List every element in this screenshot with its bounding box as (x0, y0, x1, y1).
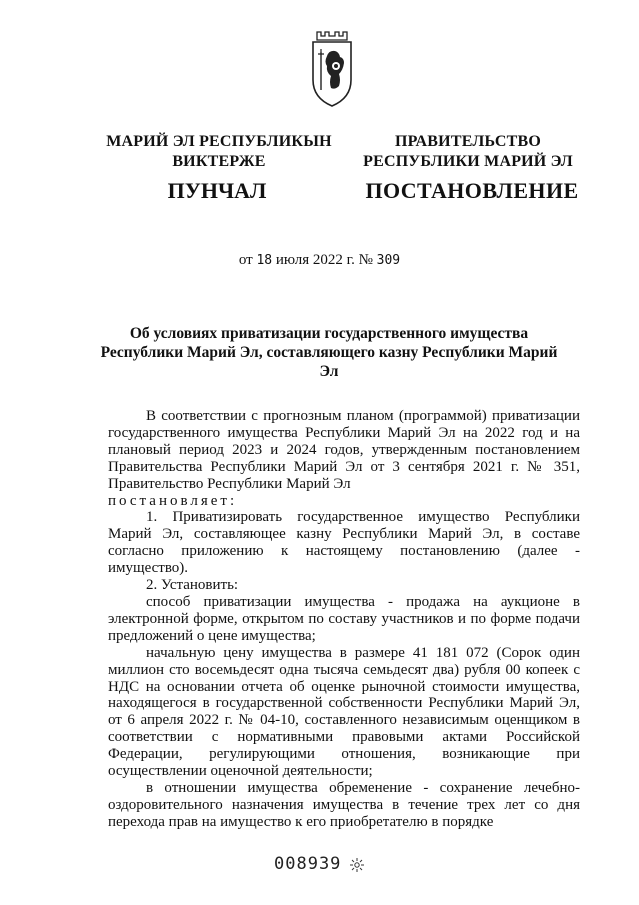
date-line (0, 252, 639, 269)
paragraph-price: начальную цену имущества в размере 41 181 072 (Сорок один миллион сто восемьдесят одна тысяча семьдесят два) рубля 00 копеек с НДС на основании отчета об оценке рыночной стоимости имущества, находящегося в государственной собственности Республики Марий Эл, от 6 апреля 2022 г. № 04-10, составленного независимым оценщиком в соответствии с нормативными правовыми актами Российской Федерации, регулирующими отношения, возникающие при осуществлении оценочной деятельности; (108, 644, 580, 780)
document-body (108, 408, 580, 831)
header-right-line1: ПРАВИТЕЛЬСТВО (394, 133, 542, 150)
sun-stamp-icon (349, 857, 365, 873)
doc-type-russian: ПОСТАНОВЛЕНИЕ (365, 178, 579, 203)
preamble-text: В соответствии с прогнозным планом (программой) приватизации государственного имущества Республики Марий Эл на 2022 год и на плановый период 2023 и 2024 годов, утвержденным постановлением Правительства Республики Марий Эл от 3 сентября 2021 г. № 351, Правительство Республики Марий Эл (108, 408, 580, 492)
paragraph-item-1: 1. Приватизировать государственное имущество Республики Марий Эл, составляющее казну Республики Марий Эл, в составе согласно приложению к настоящему постановлению (далее - имущество). (108, 509, 580, 577)
doc-type-mari: ПУНЧАЛ (167, 178, 267, 203)
date-day: 18 (256, 253, 273, 268)
header-left-line2: ВИКТЕРЖЕ (172, 153, 266, 170)
header-right-line2: РЕСПУБЛИКИ МАРИЙ ЭЛ (363, 153, 573, 170)
title-line1: Об условиях приватизации государственного имущества (129, 325, 529, 342)
document-title (100, 324, 558, 381)
stamp-number: 008939 (274, 854, 342, 874)
coat-of-arms-icon (309, 30, 355, 108)
paragraph-resolves (108, 493, 580, 510)
header-left-line1: МАРИЙ ЭЛ РЕСПУБЛИКЫН (106, 133, 332, 150)
date-month-year: июля 2022 г. № (275, 252, 373, 268)
date-prefix: от (238, 252, 253, 268)
resolves-word: постановляет: (108, 492, 238, 509)
paragraph-method: способ приватизации имущества - продажа на аукционе в электронной форме, открытом по составу участников и по форме подачи предложений о цене имущества; (108, 593, 580, 644)
document-number: 309 (376, 253, 401, 268)
paragraph-item-2: 2. Установить: (146, 577, 239, 594)
title-line2: Республики Марий Эл, составляющего казну Республики Марий Эл (100, 344, 558, 380)
paragraph-encumbrance: в отношении имущества обременение - сохранение лечебно-оздоровительного назначения имущества в течение трех лет со дня перехода прав на имущество к его приобретателю в порядке (108, 779, 580, 830)
paragraph-preamble (108, 408, 580, 493)
header-left (92, 132, 346, 172)
header-right (346, 132, 590, 172)
